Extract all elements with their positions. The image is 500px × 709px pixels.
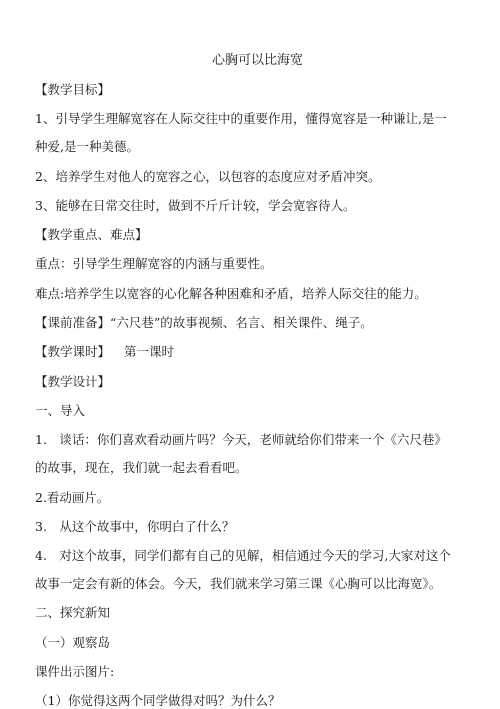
courseware-picture-line: 课件出示图片: bbox=[35, 664, 115, 680]
section-heading-key-points: 【教学重点、难点】 bbox=[35, 227, 148, 243]
objective-2: 2、培养学生对他人的宽容之心，以包容的态度应对矛盾冲突。 bbox=[35, 168, 381, 184]
document-title: 心胸可以比海宽 bbox=[211, 53, 303, 68]
section-heading-objectives: 【教学目标】 bbox=[35, 82, 111, 97]
preparation-line: 【课前准备】“六尺巷”的故事视频、名言、相关课件、绳子。 bbox=[35, 315, 373, 331]
part-two-heading: 二、探究新知 bbox=[35, 605, 111, 621]
key-point: 重点：引导学生理解宽容的内涵与重要性。 bbox=[35, 256, 273, 272]
section-heading-design: 【教学设计】 bbox=[35, 373, 111, 389]
objective-1-line-1: 1、引导学生理解宽容在人际交往中的重要作用，懂得宽容是一种谦让,是一 bbox=[35, 111, 447, 127]
part-one-heading: 一、导入 bbox=[35, 402, 86, 418]
step-4-line-1: 4. 对这个故事，同学们都有自己的见解，相信通过今天的学习,大家对这个 bbox=[35, 548, 451, 564]
section-heading-class-hours: 【教学课时】 bbox=[35, 344, 111, 360]
step-4-line-2: 故事一定会有新的体会。今天，我们就来学习第三课《心胸可以比海宽》。 bbox=[35, 576, 442, 592]
class-hours-value: 第一课时 bbox=[124, 344, 175, 360]
step-1-line-1: 1. 谈话：你们喜欢看动画片吗？今天，老师就给你们带来一个《六尺巷》 bbox=[35, 432, 447, 448]
objective-1-line-2: 种爱,是一种美德。 bbox=[35, 139, 139, 155]
step-3: 3. 从这个故事中，你明白了什么？ bbox=[35, 518, 235, 534]
subsection-observation-island: （一）观察岛 bbox=[35, 634, 111, 650]
class-hours-line bbox=[35, 344, 462, 360]
objective-3: 3、能够在日常交往时，做到不斤斤计较，学会宽容待人。 bbox=[35, 197, 356, 213]
step-1-line-2: 的故事，现在，我们就一起去看看吧。 bbox=[35, 460, 248, 476]
step-2: 2.看动画片。 bbox=[35, 489, 110, 505]
question-1: （1）你觉得这两个同学做得对吗？为什么？ bbox=[35, 693, 281, 709]
difficult-point: 难点:培养学生以宽容的心化解各种困难和矛盾，培养人际交往的能力。 bbox=[35, 285, 427, 301]
